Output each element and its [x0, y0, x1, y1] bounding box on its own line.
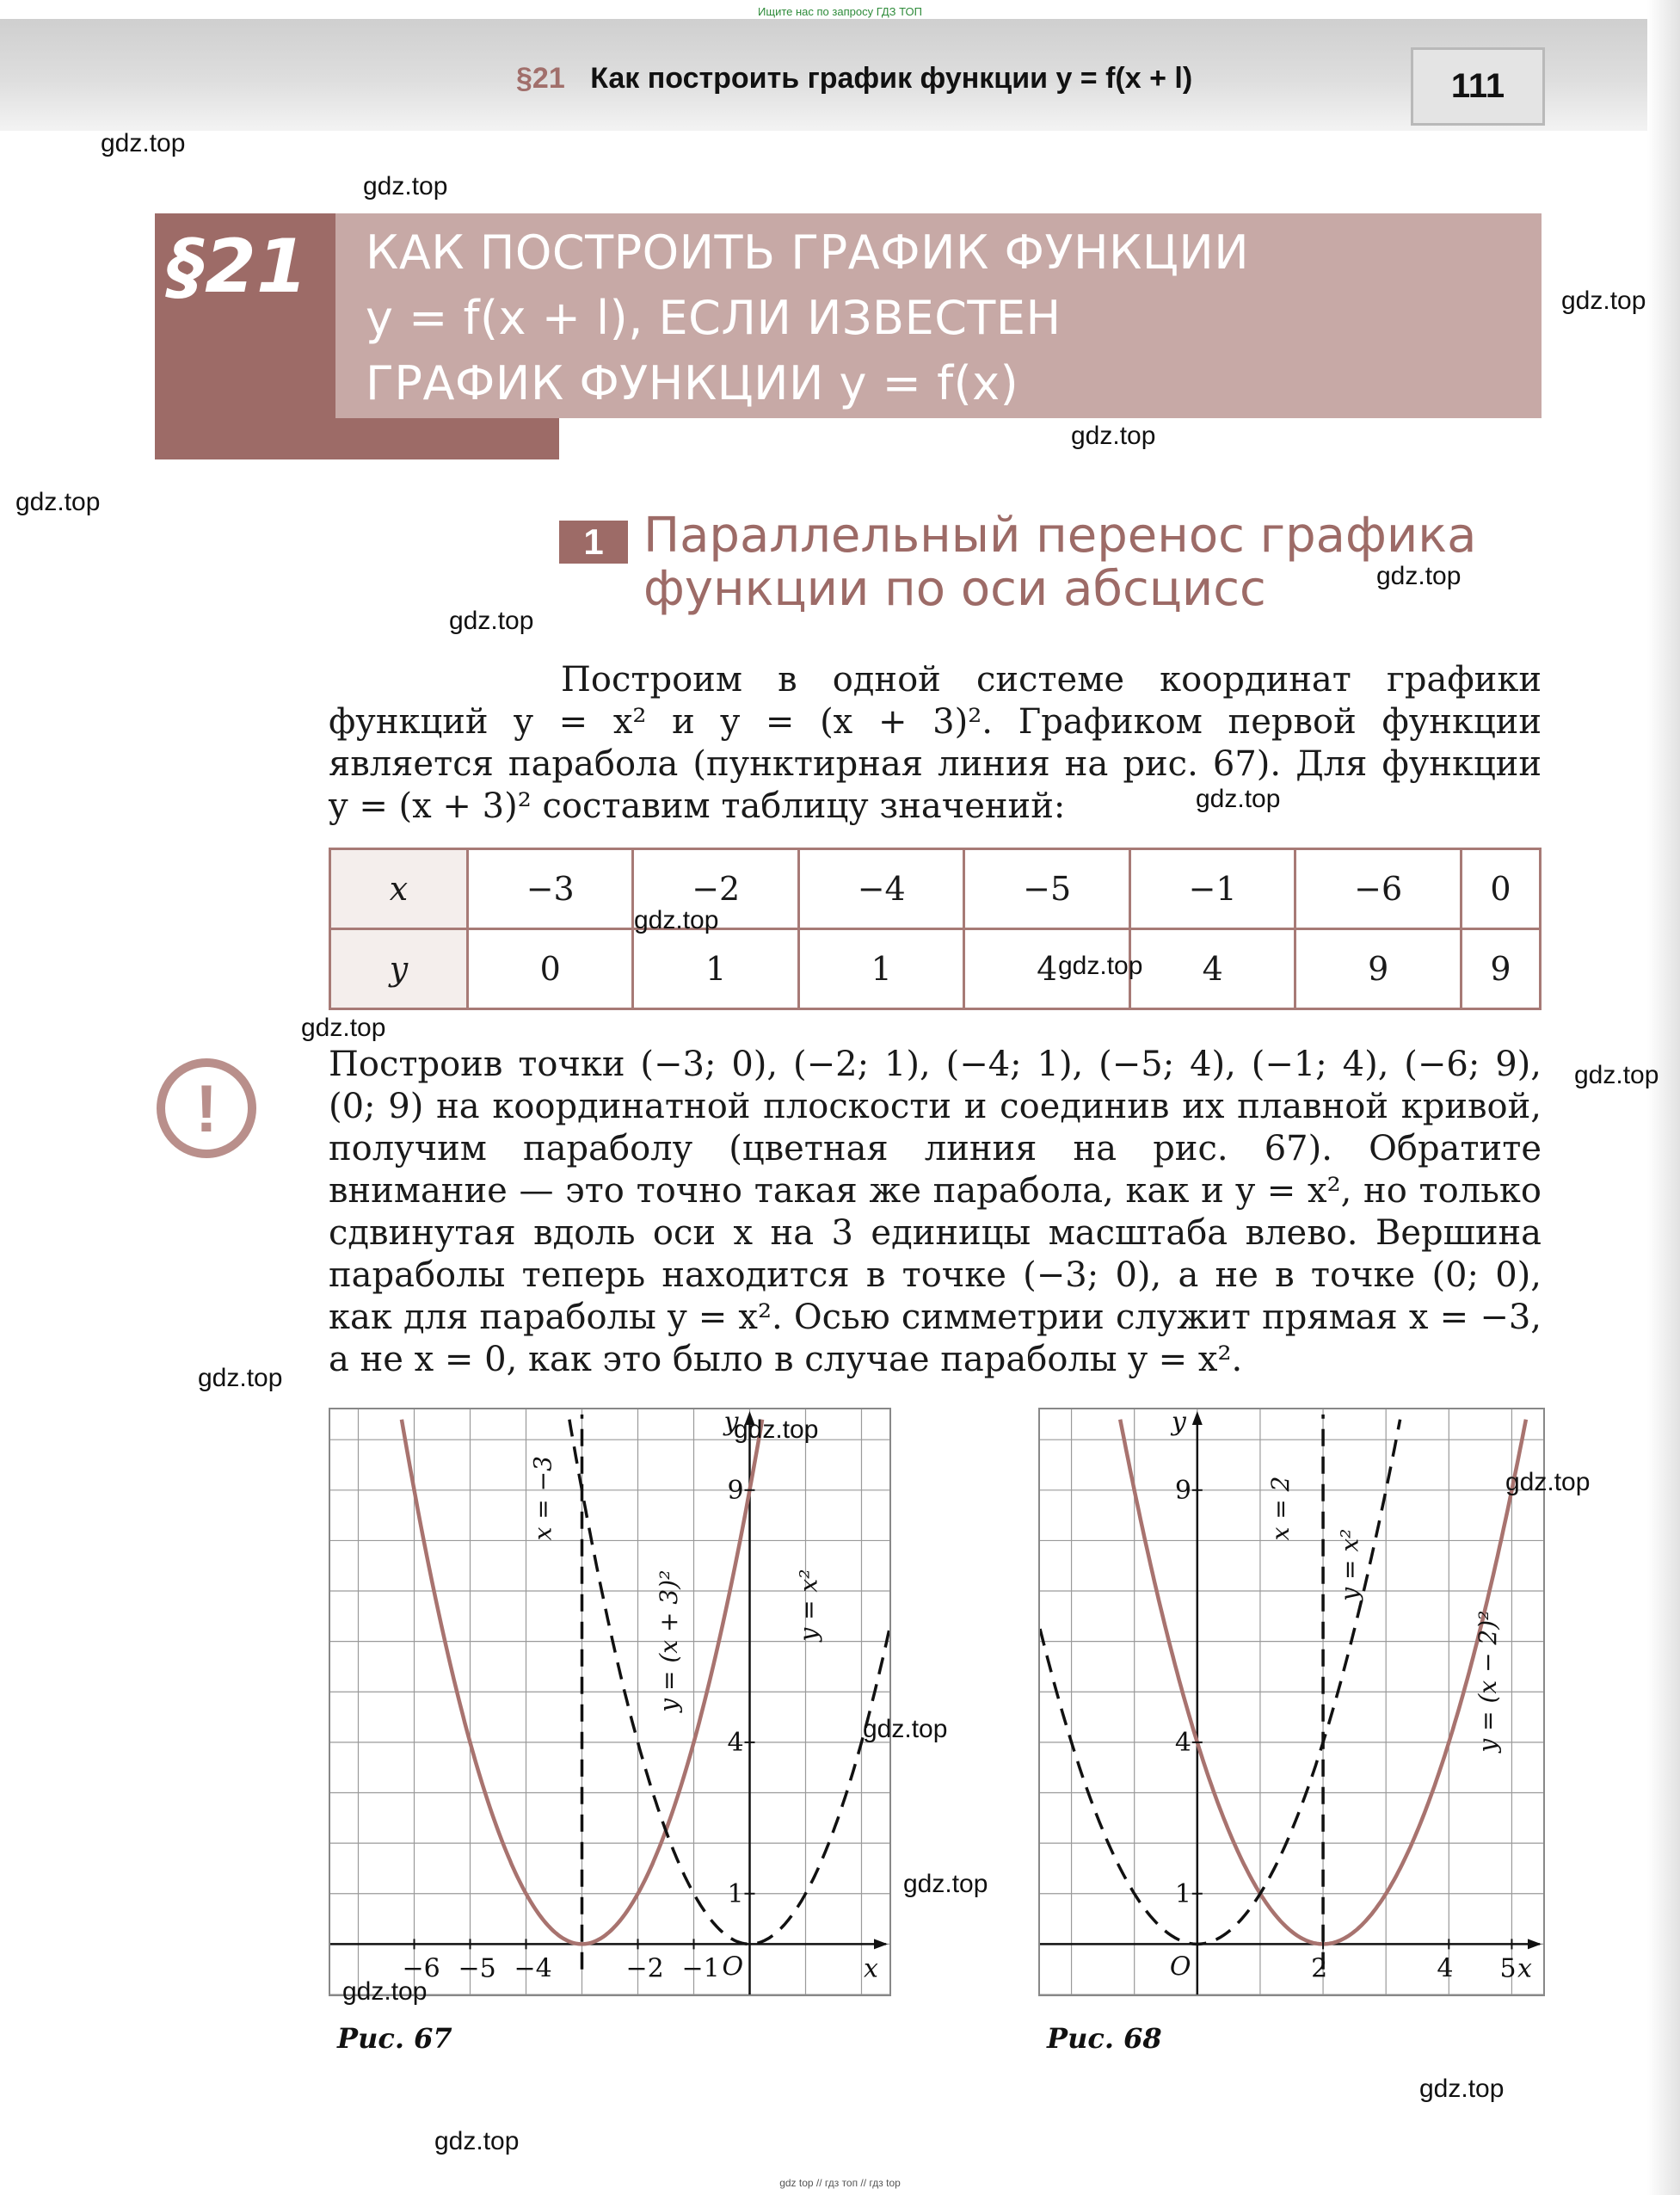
watermark: gdz.top: [1574, 1061, 1659, 1089]
origin-label: O: [722, 1951, 744, 1982]
running-header-section: §21: [516, 62, 565, 95]
watermark: gdz.top: [434, 2127, 520, 2155]
table-header-y: y: [330, 929, 468, 1009]
x-axis-label: x: [1517, 1953, 1532, 1984]
table-row-x: [330, 849, 1541, 929]
section-number: §21: [168, 224, 308, 310]
paragraph-intro: Построим в одной системе координат графики функций y = x² и y = (x + 3)². Графиком первой функции является парабола (пунктирная линия на рис. 67). Для функции y = (x + 3)² составим таблицу значений:: [329, 660, 1542, 826]
curve-label: x = −3: [528, 1456, 557, 1541]
curve-label: y = x²: [794, 1569, 823, 1642]
table-cell: −3: [468, 849, 633, 929]
table-cell: −6: [1295, 849, 1461, 929]
table-row-y: [330, 929, 1541, 1009]
subsection-title-line: Параллельный перенос графика: [643, 508, 1477, 564]
section-heading-tab: [155, 418, 559, 459]
figure-68-caption: Рис. 68: [1047, 2022, 1162, 2055]
curve-label: y = x²: [1335, 1528, 1364, 1601]
x-tick-label: 2: [1311, 1953, 1328, 1984]
y-tick-label: 1: [1174, 1878, 1191, 1909]
section-title: [366, 220, 1249, 416]
watermark: gdz.top: [301, 1014, 386, 1042]
table-cell: 1: [633, 929, 798, 1009]
x-axis-arrow: [1528, 1939, 1542, 1949]
section-title-line: y = f(x + l), ЕСЛИ ИЗВЕСТЕН: [366, 291, 1062, 345]
x-tick-label: −1: [681, 1953, 720, 1984]
table-header-x: x: [330, 849, 468, 929]
table-cell: 4: [964, 929, 1129, 1009]
x-tick-label: −6: [402, 1953, 440, 1984]
curve-label: x = 2: [1265, 1476, 1295, 1541]
figure-68-graph: [1038, 1408, 1545, 1996]
watermark: gdz.top: [1196, 785, 1281, 813]
subsection-title-line: функции по оси абсцисс: [643, 561, 1266, 617]
table-cell: 0: [468, 929, 633, 1009]
table-cell: 9: [1461, 929, 1540, 1009]
x-tick-label: 5: [1499, 1953, 1517, 1984]
table-cell: 0: [1461, 849, 1540, 929]
x-tick-label: 4: [1437, 1953, 1454, 1984]
running-header: [516, 62, 1192, 96]
y-tick-label: 9: [727, 1475, 744, 1506]
watermark: gdz.top: [1561, 287, 1646, 315]
watermark: gdz.top: [342, 1977, 428, 2006]
watermark: gdz.top: [1505, 1468, 1591, 1496]
table-cell: −4: [798, 849, 963, 929]
y-axis-label: y: [1171, 1408, 1186, 1437]
watermark: gdz.top: [734, 1415, 819, 1444]
subsection-number: 1: [559, 521, 628, 564]
x-axis-arrow: [874, 1939, 888, 1949]
paragraph-explanation: Построив точки (−3; 0), (−2; 1), (−4; 1), (−5; 4), (−1; 4), (−6; 9), (0; 9) на координатной плоскости и соединив их плавной кривой, получим параболу (цветная линия на рис. 67). Обратите внимание — это точно такая же парабола, как и y = x², но только сдвинутая вдоль оси x на 3 единицы масштаба влево. Вершина параболы теперь находится в точке (−3; 0), а не в точке (0; 0), как для параболы y = x². Осью симметрии служит прямая x = −3, а не x = 0, как это было в случае параболы y = x².: [329, 1045, 1542, 1379]
curve-label: y = (x + 3)²: [655, 1569, 683, 1712]
x-tick-label: −2: [625, 1953, 664, 1984]
top-notice: Ищите нас по запросу ГДЗ ТОП: [758, 5, 922, 18]
section-title-line: ГРАФИК ФУНКЦИИ y = f(x): [366, 356, 1019, 410]
watermark: gdz.top: [15, 488, 101, 516]
x-tick-label: −5: [458, 1953, 496, 1984]
watermark: gdz.top: [1071, 422, 1156, 450]
x-axis-label: x: [864, 1953, 878, 1984]
running-header-title: Как построить график функции y = f(x + l): [590, 62, 1193, 95]
y-tick-label: 4: [727, 1727, 744, 1758]
watermark: gdz.top: [634, 906, 719, 934]
figure-67-caption: Рис. 67: [337, 2022, 452, 2055]
watermark: gdz.top: [198, 1364, 283, 1392]
figure-67-graph: [329, 1408, 891, 1996]
y-axis-label: y: [723, 1408, 739, 1437]
page-edge-shadow: [1647, 0, 1680, 2195]
table-cell: −2: [633, 849, 798, 929]
y-tick-label: 4: [1174, 1727, 1191, 1758]
subsection-title: [643, 509, 1476, 616]
table-cell: 4: [1129, 929, 1295, 1009]
values-table: [329, 848, 1542, 1010]
watermark: gdz.top: [449, 607, 534, 635]
watermark: gdz.top: [863, 1715, 948, 1743]
section-title-line: КАК ПОСТРОИТЬ ГРАФИК ФУНКЦИИ: [366, 225, 1250, 280]
table-cell: 1: [798, 929, 963, 1009]
watermark: gdz.top: [1419, 2075, 1505, 2103]
x-tick-label: −4: [514, 1953, 552, 1984]
watermark: gdz.top: [1376, 562, 1462, 590]
page-number: 111: [1411, 47, 1545, 126]
table-cell: −5: [964, 849, 1129, 929]
series-dashed: [1040, 1420, 1400, 1945]
curve-label: y = (x − 2)²: [1474, 1610, 1503, 1753]
watermark: gdz.top: [903, 1870, 988, 1898]
y-axis-arrow: [1192, 1411, 1203, 1425]
bottom-notice: gdz top // гдз топ // гдз top: [779, 2177, 901, 2189]
attention-icon: !: [157, 1058, 256, 1158]
table-cell: −1: [1129, 849, 1295, 929]
y-tick-label: 1: [727, 1878, 744, 1909]
watermark: gdz.top: [101, 129, 186, 157]
watermark: gdz.top: [363, 172, 448, 200]
y-tick-label: 9: [1174, 1475, 1191, 1506]
watermark: gdz.top: [1058, 952, 1143, 980]
origin-label: O: [1169, 1951, 1191, 1982]
table-cell: 9: [1295, 929, 1461, 1009]
